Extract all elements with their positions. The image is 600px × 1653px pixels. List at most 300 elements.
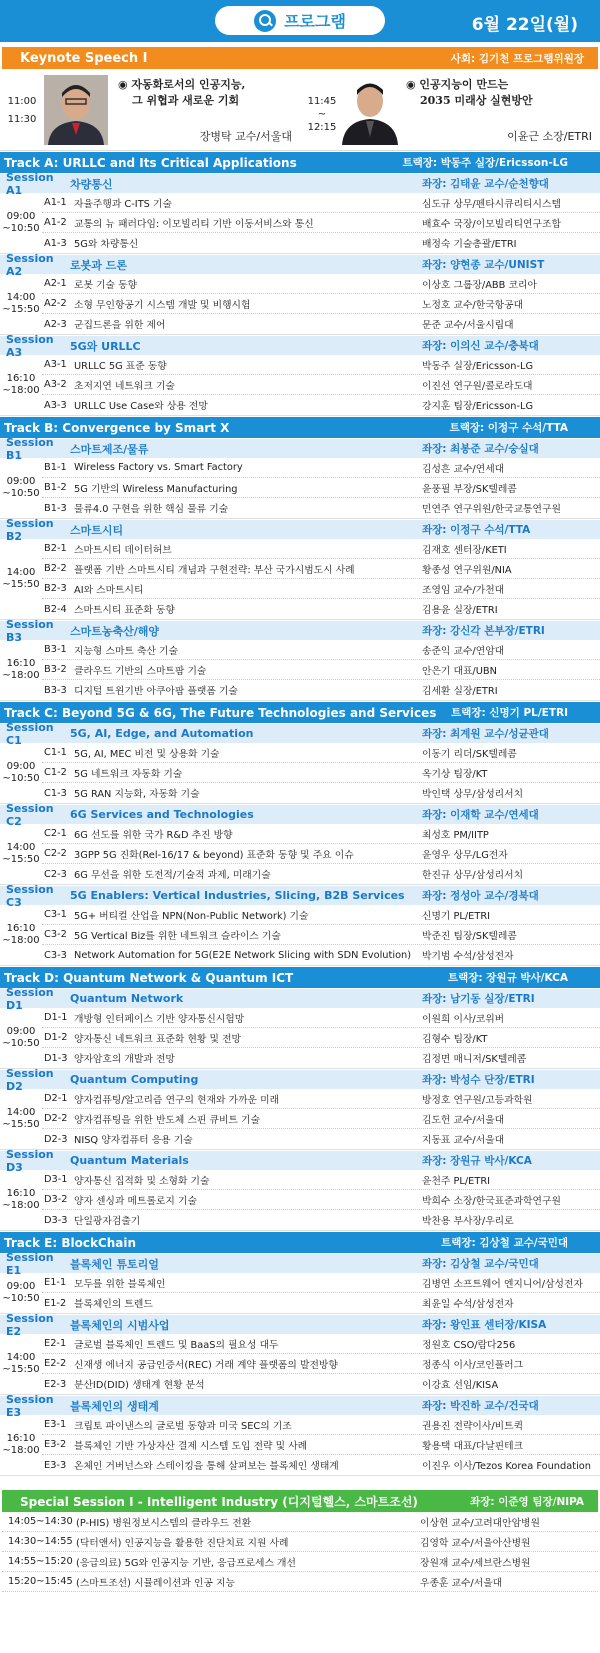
talk-speaker: 박찬용 부사장/우리로 <box>422 1216 514 1227</box>
session-header <box>0 1250 600 1277</box>
talk-code: B2-2 <box>44 563 67 574</box>
talk-title: AI와 스마트시티 <box>74 584 144 596</box>
talk-title: Wireless Factory vs. Smart Factory <box>74 462 243 473</box>
talk-title: 크립토 파이낸스의 글로벌 동향과 미국 SEC의 기조 <box>74 1420 292 1432</box>
session-end-time: ~10:50 <box>2 223 40 234</box>
talk-row <box>42 864 600 884</box>
session-header <box>0 1147 600 1174</box>
talk-speaker: 박기범 수석/삼성전자 <box>422 951 514 962</box>
keynote-chair: 사회: 김기천 프로그램위원장 <box>450 52 584 65</box>
talk-row <box>42 1354 600 1374</box>
talk-speaker: 김병연 소프트웨어 엔지니어/삼성전자 <box>422 1278 583 1290</box>
session-id: Session A1 <box>6 170 54 197</box>
talk-speaker: 최성호 PM/IITP <box>422 829 489 841</box>
talk-speaker: 권용진 전략이사/비트퀵 <box>422 1420 524 1432</box>
talk-speaker: 윤영우 상무/LG전자 <box>422 849 508 861</box>
talk-row <box>42 274 600 294</box>
session-chair: 좌장: 장원규 박사/KCA <box>422 1155 532 1167</box>
talk-row <box>42 1109 600 1129</box>
session-start-time: 14:00 <box>6 1352 36 1363</box>
talk-code: D1-3 <box>44 1052 68 1064</box>
session-title: Quantum Computing <box>70 1073 199 1086</box>
session-time <box>0 1334 42 1394</box>
talk-list <box>42 355 600 415</box>
session-time <box>0 640 42 700</box>
talk-speaker: 지동표 교수/서울대 <box>422 1135 505 1146</box>
talk-row <box>42 1008 600 1028</box>
session-title: 스마트시티 <box>70 523 124 537</box>
session-end-time: ~10:50 <box>2 1293 40 1304</box>
session-start-time: 14:00 <box>6 292 36 303</box>
talk-speaker: 민연주 연구위원/한국교통연구원 <box>422 504 561 515</box>
talk-title: 교통의 뉴 패러다임: 이모빌리티 기반 이동서비스와 통신 <box>74 218 314 230</box>
talk-row <box>42 599 600 619</box>
session-block <box>0 1273 600 1314</box>
keynote-title-line: ◉ 자동화로서의 인공지능, <box>118 78 246 91</box>
session-title: 블록체인의 생태계 <box>70 1399 159 1413</box>
session-start-time: 09:00 <box>6 1026 36 1037</box>
special-talk-time: 15:20~15:45 <box>8 1576 73 1587</box>
talk-title: 스마트시티 표준화 동향 <box>74 605 175 616</box>
talk-title: 3GPP 5G 진화(Rel-16/17 & beyond) 표준화 동향 및 주요 이슈 <box>74 849 354 861</box>
session-time <box>0 905 42 965</box>
talk-title: 블록체인 기반 가상자산 결제 시스템 도입 전략 및 사례 <box>74 1440 308 1452</box>
talk-code: C3-1 <box>44 909 67 920</box>
session-title: 5G, AI, Edge, and Automation <box>70 727 254 740</box>
talk-speaker: 강지훈 팀장/Ericsson-LG <box>422 401 534 412</box>
session-title: 블록체인 튜토리얼 <box>70 1257 159 1271</box>
talk-speaker: 박인택 상무/삼성리서치 <box>422 789 524 800</box>
talk-row <box>42 1374 600 1394</box>
session-title: 차량통신 <box>70 177 113 191</box>
talk-title: 물류4.0 구현을 위한 핵심 물류 기술 <box>74 504 229 515</box>
session-time <box>0 355 42 415</box>
talk-title: URLLC Use Case와 상용 전망 <box>74 401 208 412</box>
session-header <box>0 1066 600 1093</box>
session-block <box>0 193 600 254</box>
keynote-talks <box>0 69 600 151</box>
session-end-time: ~15:50 <box>2 579 40 590</box>
talk-title: 개방형 인터페이스 기반 양자통신시험망 <box>74 1013 245 1025</box>
talk-title: 자율주행과 C-ITS 기술 <box>74 198 172 210</box>
talk-code: D1-2 <box>44 1032 68 1043</box>
session-id: Session E1 <box>6 1250 54 1277</box>
session-time <box>0 1415 42 1475</box>
talk-row <box>42 478 600 498</box>
session-chair: 좌장: 최봉준 교수/숭실대 <box>422 443 539 455</box>
keynote-talk <box>300 69 600 150</box>
session-title: 블록체인의 시범사업 <box>70 1318 170 1332</box>
session-start-time: 16:10 <box>6 1433 36 1444</box>
talk-row <box>42 294 600 314</box>
special-talk-speaker: 김영학 교수/서울아산병원 <box>420 1537 531 1549</box>
talk-code: A1-1 <box>44 197 67 208</box>
session-block <box>0 743 600 804</box>
session-header <box>0 332 600 359</box>
talk-row <box>42 905 600 925</box>
talk-code: C1-1 <box>44 747 67 758</box>
talk-code: B3-2 <box>44 664 67 675</box>
talk-list <box>42 1415 600 1475</box>
talk-speaker: 이상호 그룹장/ABB 코리아 <box>422 279 537 291</box>
talk-row <box>42 763 600 783</box>
talk-title: Network Automation for 5G(E2E Network Slicing with SDN Evolution) <box>74 949 412 961</box>
talk-speaker: 이동기 리더/SK텔레콤 <box>422 748 517 760</box>
keynote-start-time: 11:45 <box>307 96 337 107</box>
talk-row <box>42 660 600 680</box>
session-start-time: 14:00 <box>6 567 36 578</box>
track-chair: 트랙장: 박동주 실장/Ericsson-LG <box>402 157 568 169</box>
session-chair: 좌장: 최계원 교수/성균관대 <box>422 728 549 740</box>
talk-code: D2-2 <box>44 1113 68 1124</box>
session-start-time: 09:00 <box>6 761 36 772</box>
talk-code: C2-2 <box>44 848 67 859</box>
talk-title: 양자통신 집적화 및 소형화 기술 <box>74 1175 210 1187</box>
talk-title: 분산ID(DID) 생태계 현황 분석 <box>74 1380 205 1391</box>
session-title: Quantum Network <box>70 992 184 1005</box>
special-talk-speaker: 이상현 교수/고려대안암병원 <box>420 1517 540 1529</box>
talk-speaker: 김형수 팀장/KT <box>422 1033 488 1045</box>
talk-speaker: 심도규 상무/펜타시큐리티시스템 <box>422 198 561 210</box>
track-bar <box>0 152 600 173</box>
keynote-label: Keynote Speech I <box>20 50 148 66</box>
talk-row <box>42 783 600 803</box>
talk-row <box>42 193 600 213</box>
talk-row <box>42 314 600 334</box>
talk-title: 스마트시티 데이터허브 <box>74 544 172 556</box>
talk-list <box>42 640 600 700</box>
talk-code: B1-3 <box>44 502 67 514</box>
talk-title: 5G와 차량통신 <box>74 239 139 250</box>
talk-code: D3-1 <box>44 1174 68 1185</box>
session-time <box>0 1008 42 1068</box>
talk-row <box>42 945 600 965</box>
special-talk-row <box>2 1532 598 1552</box>
session-chair: 좌장: 이의신 교수/충북대 <box>422 340 539 352</box>
session-end-time: ~18:00 <box>2 935 40 946</box>
talk-code: E2-3 <box>44 1378 67 1390</box>
talk-row <box>42 539 600 559</box>
talk-title: 온체인 거버넌스와 스테이킹을 통해 살펴보는 블록체인 생태계 <box>74 1461 339 1472</box>
special-talk-time: 14:30~14:55 <box>8 1536 73 1547</box>
keynote-time: 11:45 ~ 12:15 <box>304 93 340 137</box>
talk-code: B3-3 <box>44 684 67 696</box>
session-header <box>0 251 600 278</box>
talk-code: E2-1 <box>44 1338 67 1349</box>
track-chair: 트랙장: 장원규 박사/KCA <box>448 972 568 984</box>
speaker-photo <box>338 75 402 145</box>
talk-list <box>42 458 600 518</box>
session-chair: 좌장: 왕인표 센터장/KISA <box>422 1319 547 1331</box>
talk-list <box>42 1089 600 1149</box>
talk-speaker: 배정숙 기술총괄/ETRI <box>422 239 517 250</box>
talk-row <box>42 559 600 579</box>
session-chair: 좌장: 양현종 교수/UNIST <box>422 259 545 271</box>
session-id: Session C2 <box>6 801 54 828</box>
talk-row <box>42 498 600 518</box>
talk-title: 클라우드 기반의 스마트팜 기술 <box>74 665 207 677</box>
talk-speaker: 문준 교수/서울시립대 <box>422 320 514 331</box>
session-time <box>0 274 42 334</box>
track-bar <box>0 417 600 438</box>
session-title: 로봇과 드론 <box>70 258 127 272</box>
track-title: Track A: URLLC and Its Critical Applications <box>4 155 297 170</box>
keynote-title-line: ◉ 인공지능이 만드는 <box>406 78 509 91</box>
talk-code: B2-3 <box>44 583 67 594</box>
session-id: Session E3 <box>6 1392 54 1419</box>
talk-row <box>42 1170 600 1190</box>
session-title: Quantum Materials <box>70 1154 189 1167</box>
special-talk-time: 14:05~14:30 <box>8 1516 73 1527</box>
talk-title: 5G 네트워크 자동화 기술 <box>74 768 183 780</box>
talk-title: 모두를 위한 블록체인 <box>74 1278 166 1290</box>
session-header <box>0 516 600 543</box>
page-title: 프로그램 <box>284 12 346 31</box>
session-block <box>0 1334 600 1395</box>
talk-row <box>42 1435 600 1455</box>
talk-row <box>42 375 600 395</box>
special-talk-title: (P-HIS) 병원정보시스템의 클라우드 전환 <box>76 1517 252 1529</box>
track-chair: 트랙장: 김상철 교수/국민대 <box>441 1237 568 1249</box>
talk-speaker: 황용택 대표/다날핀테크 <box>422 1440 524 1452</box>
session-end-time: ~15:50 <box>2 1119 40 1130</box>
talk-code: D2-3 <box>44 1133 68 1145</box>
talk-title: 지능형 스마트 축산 기술 <box>74 645 178 657</box>
talk-row <box>42 1129 600 1149</box>
talk-row <box>42 640 600 660</box>
talk-speaker: 노정호 교수/한국항공대 <box>422 299 524 311</box>
talk-row <box>42 1190 600 1210</box>
talk-speaker: 윤풍필 부장/SK텔레콤 <box>422 483 517 495</box>
keynote-title <box>406 77 533 109</box>
session-block <box>0 905 600 966</box>
session-chair: 좌장: 김상철 교수/국민대 <box>422 1258 539 1270</box>
session-id: Session C3 <box>6 882 54 909</box>
talk-list <box>42 1170 600 1230</box>
talk-code: A3-1 <box>44 359 67 370</box>
talk-code: A2-3 <box>44 318 67 330</box>
session-time <box>0 1089 42 1149</box>
session-header <box>0 617 600 644</box>
talk-row <box>42 743 600 763</box>
session-start-time: 16:10 <box>6 923 36 934</box>
session-start-time: 09:00 <box>6 476 36 487</box>
talk-speaker: 정종식 이사/코인플러그 <box>422 1359 524 1371</box>
talk-row <box>42 1334 600 1354</box>
session-id: Session A3 <box>6 332 54 359</box>
talk-speaker: 신명기 PL/ETRI <box>422 910 491 922</box>
talk-speaker: 한진규 상무/삼성리서치 <box>422 870 524 881</box>
session-time <box>0 458 42 518</box>
keynote-end-time: 12:15 <box>307 122 337 133</box>
special-talk-row <box>2 1552 598 1572</box>
talk-code: C1-2 <box>44 767 67 778</box>
talk-code: E3-3 <box>44 1459 67 1471</box>
talk-row <box>42 233 600 253</box>
special-talk-row <box>2 1572 598 1592</box>
session-block <box>0 1089 600 1150</box>
special-talk-title: (닥터앤서) 인공지능을 활용한 진단치료 지원 사례 <box>76 1537 289 1549</box>
program-title-pill <box>215 6 385 35</box>
talk-code: D3-2 <box>44 1194 68 1205</box>
special-talk-time: 14:55~15:20 <box>8 1556 73 1567</box>
talk-title: 초저지연 네트워크 기술 <box>74 380 175 392</box>
talk-speaker: 윤천주 PL/ETRI <box>422 1175 491 1187</box>
session-start-time: 16:10 <box>6 1188 36 1199</box>
talk-speaker: 김도헌 교수/서울대 <box>422 1114 505 1126</box>
special-talk-speaker: 장원재 교수/세브란스병원 <box>420 1557 531 1569</box>
talk-row <box>42 458 600 478</box>
track-chair: 트랙장: 이정구 수석/TTA <box>449 422 568 434</box>
talk-title: 양자컴퓨팅을 위한 반도체 스핀 큐비트 기술 <box>74 1114 260 1126</box>
session-end-time: ~15:50 <box>2 854 40 865</box>
session-start-time: 09:00 <box>6 1281 36 1292</box>
session-start-time: 14:00 <box>6 1107 36 1118</box>
special-talk-title: (스마트조선) 시뮬레이션과 인공 지능 <box>76 1577 235 1589</box>
session-title: 5G와 URLLC <box>70 339 141 353</box>
session-id: Session B1 <box>6 435 54 462</box>
talk-title: 단일광자검출기 <box>74 1216 141 1227</box>
session-id: Session A2 <box>6 251 54 278</box>
session-time <box>0 1273 42 1313</box>
talk-list <box>42 1334 600 1394</box>
session-start-time: 09:00 <box>6 211 36 222</box>
session-block <box>0 355 600 416</box>
talk-title: 5G+ 버티컬 산업을 NPN(Non-Public Network) 기술 <box>74 910 309 922</box>
talk-speaker: 박동주 실장/Ericsson-LG <box>422 360 534 372</box>
talk-speaker: 옥기상 팀장/KT <box>422 768 488 780</box>
talk-row <box>42 680 600 700</box>
session-end-time: ~18:00 <box>2 385 40 396</box>
session-end-time: ~10:50 <box>2 773 40 784</box>
talk-code: E3-1 <box>44 1419 67 1430</box>
event-date: 6월 22일(월) <box>471 15 578 35</box>
track-chair: 트랙장: 신명기 PL/ETRI <box>451 707 568 719</box>
talk-code: D3-3 <box>44 1214 68 1226</box>
session-id: Session B3 <box>6 617 54 644</box>
session-block <box>0 1415 600 1476</box>
keynote-start-time: 11:00 <box>7 96 37 107</box>
talk-row <box>42 213 600 233</box>
talk-speaker: 이강효 선임/KISA <box>422 1380 499 1391</box>
special-session-bar <box>2 1490 598 1512</box>
track-title: Track C: Beyond 5G & 6G, The Future Technologies and Services <box>4 705 437 720</box>
session-time <box>0 1170 42 1230</box>
session-header <box>0 170 600 197</box>
keynote-end-time: 11:30 <box>7 114 37 125</box>
session-time <box>0 824 42 884</box>
session-id: Session D1 <box>6 985 54 1012</box>
tracks-container <box>0 152 600 1476</box>
session-block <box>0 274 600 335</box>
talk-row <box>42 1293 600 1313</box>
talk-row <box>42 579 600 599</box>
talk-speaker: 이진선 연구원/콜로라도대 <box>422 380 533 392</box>
talk-code: B1-2 <box>44 482 67 493</box>
talk-title: 양자암호의 개발과 전망 <box>74 1054 175 1065</box>
talk-title: URLLC 5G 표준 동향 <box>74 360 167 372</box>
talk-code: E2-2 <box>44 1358 67 1369</box>
talk-row <box>42 1415 600 1435</box>
session-id: Session C1 <box>6 720 54 747</box>
session-time <box>0 743 42 803</box>
talk-speaker: 조영임 교수/가천대 <box>422 584 505 596</box>
talk-speaker: 이원희 이사/코위버 <box>422 1013 505 1025</box>
session-header <box>0 435 600 462</box>
talk-code: A3-2 <box>44 379 67 390</box>
session-start-time: 14:00 <box>6 842 36 853</box>
talk-code: D1-1 <box>44 1012 68 1023</box>
talk-speaker: 황종성 연구위원/NIA <box>422 564 512 576</box>
talk-title: 플랫폼 기반 스마트시티 개념과 구현전략: 부산 국가시범도시 사례 <box>74 564 355 576</box>
talk-title: 5G RAN 지능화, 자동화 기술 <box>74 789 200 800</box>
talk-title: 6G 무선을 위한 도전적/기술적 과제, 미래기술 <box>74 870 271 881</box>
talk-code: C3-2 <box>44 929 67 940</box>
talk-code: B3-1 <box>44 644 67 655</box>
talk-speaker: 김정면 매니저/SK텔레콤 <box>422 1054 527 1065</box>
talk-speaker: 안은기 대표/UBN <box>422 665 497 677</box>
talk-row <box>42 1089 600 1109</box>
talk-title: 양자통신 네트워크 표준화 현황 및 전망 <box>74 1033 241 1045</box>
talk-speaker: 송준익 교수/연암대 <box>422 645 505 657</box>
session-block <box>0 824 600 885</box>
talk-row <box>42 395 600 415</box>
special-session-title: Special Session I - Intelligent Industry (디지털헬스, 스마트조선) <box>20 1494 418 1509</box>
talk-row <box>42 1455 600 1475</box>
talk-speaker: 박준진 팀장/SK텔레콤 <box>422 930 517 942</box>
talk-title: 5G, AI, MEC 비전 및 상용화 기술 <box>74 748 220 760</box>
talk-list <box>42 824 600 884</box>
talk-code: E1-2 <box>44 1297 67 1309</box>
special-talk-title: (응급의료) 5G와 인공지능 기반, 응급프로세스 개선 <box>76 1557 296 1569</box>
talk-title: NISQ 양자컴퓨터 응용 기술 <box>74 1135 193 1146</box>
session-end-time: ~18:00 <box>2 670 40 681</box>
talk-code: A1-3 <box>44 237 67 249</box>
session-header <box>0 882 600 909</box>
talk-row <box>42 1210 600 1230</box>
talk-title: 양자컴퓨팅/알고리즘 연구의 현재와 가까운 미래 <box>74 1094 280 1106</box>
talk-speaker: 방정호 연구원/고등과학원 <box>422 1094 533 1106</box>
talk-title: 소형 무인항공기 시스템 개발 및 비행시험 <box>74 299 251 311</box>
keynote-time <box>4 93 40 129</box>
talk-speaker: 박희수 소장/한국표준과학연구원 <box>422 1195 561 1207</box>
session-end-time: ~15:50 <box>2 304 40 315</box>
keynote-talk <box>0 69 300 150</box>
talk-code: A3-3 <box>44 399 67 411</box>
keynote-title-line: 2035 미래상 실현방안 <box>420 94 533 107</box>
session-id: Session E2 <box>6 1311 54 1338</box>
talk-code: C2-3 <box>44 868 67 880</box>
session-id: Session D2 <box>6 1066 54 1093</box>
talk-code: B2-1 <box>44 543 67 554</box>
talk-list <box>42 1273 600 1313</box>
keynote-title-line: 그 위협과 새로운 기회 <box>132 94 240 107</box>
talk-list <box>42 905 600 965</box>
track-title: Track E: BlockChain <box>4 1235 137 1250</box>
talk-code: B2-4 <box>44 603 67 615</box>
session-title: 스마트농축산/해양 <box>70 624 160 638</box>
session-end-time: ~18:00 <box>2 1445 40 1456</box>
talk-speaker: 김재호 센터장/KETI <box>422 544 507 556</box>
session-time <box>0 539 42 619</box>
session-header <box>0 985 600 1012</box>
session-start-time: 16:10 <box>6 373 36 384</box>
session-block <box>0 1170 600 1231</box>
track-title: Track D: Quantum Network & Quantum ICT <box>4 970 294 985</box>
special-talk-speaker: 우종훈 교수/서울대 <box>420 1577 503 1589</box>
keynote-title <box>118 77 245 109</box>
talk-speaker: 김용윤 실장/ETRI <box>422 605 498 616</box>
